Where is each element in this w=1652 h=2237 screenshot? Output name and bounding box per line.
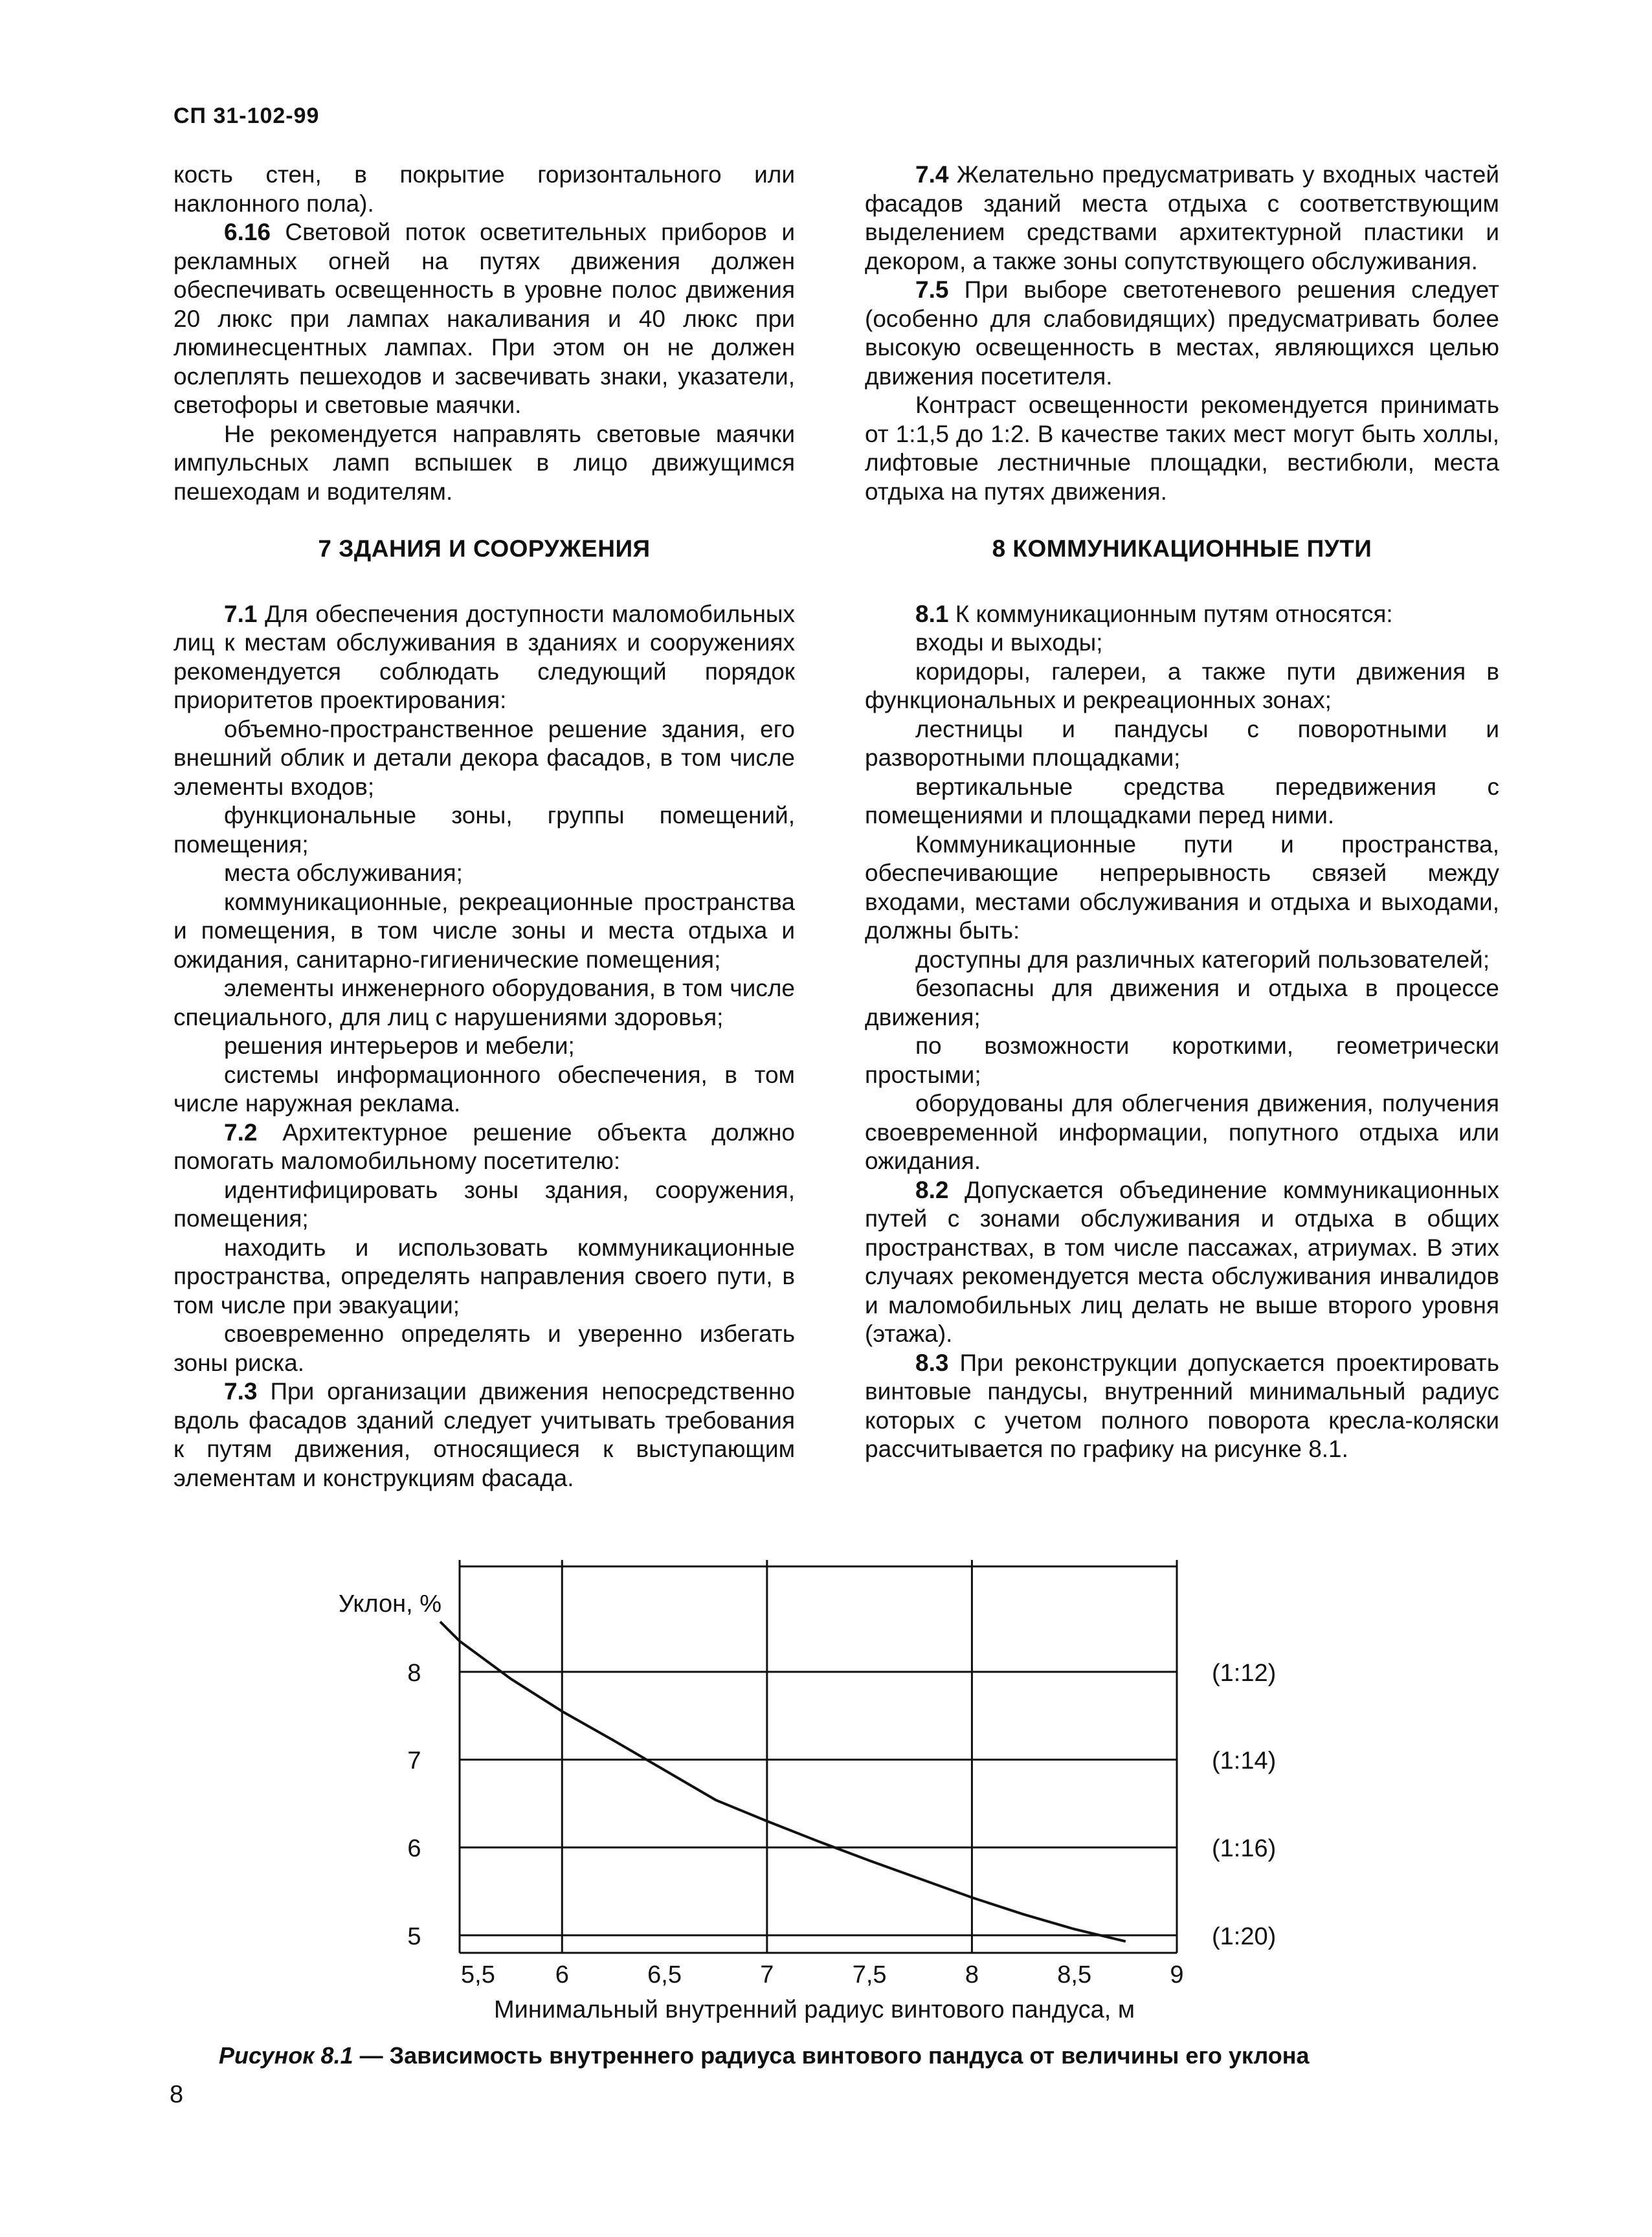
list-item: входы и выходы; — [915, 629, 1103, 656]
y-tick-label: 6 — [407, 1835, 421, 1863]
paragraph-number: 6.16 — [224, 219, 271, 245]
list-item: коридоры, галереи, а также пути движения в функциональных и рекреационных зонах; — [865, 658, 1499, 713]
list-item: места обслуживания; — [224, 860, 463, 886]
x-tick-label: 6,5 — [647, 1961, 682, 1988]
list-item: идентифицировать зоны здания, сооружения, помещения; — [173, 1176, 795, 1232]
caption-text: Зависимость внутреннего радиуса винтового пандуса от величины его уклона — [389, 2042, 1310, 2069]
list-item: элементы инженерного оборудования, в том числе специального, для лиц с нарушениями здоровья; — [173, 975, 795, 1030]
document-code: СП 31-102-99 — [173, 104, 320, 128]
list-item: объемно-пространственное решение здания, его внешний облик и детали декора фасадов, в том числе элементы входов; — [173, 715, 795, 800]
paragraph-text: При выборе светотеневого решения следует (особенно для слабовидящих) предусматривать более высокую освещенность в местах, являющихся целью движения посетителя. — [865, 276, 1500, 390]
x-tick-label: 5,5 — [461, 1961, 495, 1988]
list-item: доступны для различных категорий пользователей; — [915, 946, 1490, 973]
chart-ticks — [407, 1660, 1276, 1988]
paragraph-8-2 — [865, 1176, 1499, 1349]
x-tick-label: 8 — [965, 1961, 979, 1988]
x-tick-label: 7,5 — [852, 1961, 887, 1988]
x-tick-label: 7 — [760, 1961, 774, 1988]
radius-slope-chart — [0, 1541, 1652, 2032]
y-tick-label: 7 — [407, 1747, 421, 1775]
paragraph-6-16 — [173, 218, 795, 420]
paragraph-8-3 — [865, 1349, 1499, 1464]
y-axis-label: Уклон, % — [338, 1590, 441, 1618]
paragraph-8-1 — [865, 600, 1499, 629]
paragraph-text: Архитектурное решение объекта должно помогать маломобильному посетителю: — [173, 1118, 795, 1174]
caption-dash: — — [353, 2042, 390, 2069]
ratio-label: (1:12) — [1212, 1659, 1277, 1687]
paragraph-7-3 — [173, 1377, 795, 1493]
list-item: оборудованы для облегчения движения, получения своевременной информации, попутного отдыха или ожидания. — [865, 1090, 1499, 1174]
list-item: коммуникационные, рекреационные пространства и помещения, в том числе зоны и места отдыха и ожидания, санитарно-гигиенические помещения; — [173, 888, 795, 973]
ratio-label: (1:20) — [1212, 1922, 1277, 1950]
page-number: 8 — [170, 2081, 184, 2108]
y-tick-label: 5 — [407, 1922, 421, 1950]
paragraph-number: 7.1 — [224, 600, 258, 627]
x-tick-label: 8,5 — [1057, 1961, 1092, 1988]
right-column — [865, 161, 1499, 1464]
paragraph-text: При организации движения непосредственно вдоль фасадов зданий следует учитывать требования к путям движения, относящиеся к выступающим элементам и конструкциям фасада. — [173, 1378, 795, 1491]
list-item: решения интерьеров и мебели; — [224, 1032, 575, 1059]
left-column — [173, 161, 795, 1493]
paragraph-7-4 — [865, 161, 1499, 276]
paragraph-number: 7.2 — [224, 1118, 258, 1146]
list-item: вертикальные средства передвижения с помещениями и площадками перед ними. — [865, 773, 1499, 829]
section-heading-8: 8 КОММУНИКАЦИОННЫЕ ПУТИ — [992, 535, 1372, 562]
ratio-label: (1:14) — [1212, 1747, 1277, 1775]
paragraph-7-1 — [173, 600, 795, 715]
list-item: безопасны для движения и отдыха в процессе движения; — [865, 975, 1499, 1030]
paragraph-text: Световой поток осветительных приборов и рекламных огней на путях движения должен обеспечивать освещенность в уровне полос движения 20 люкс при лампах накаливания и 40 люкс при люминесцентных лампах. При этом он не должен ослеплять пешеходов и засвечивать знаки, указатели, светофоры и световые маячки. — [173, 219, 795, 418]
x-axis-label: Минимальный внутренний радиус винтового пандуса, м — [494, 1996, 1135, 2023]
paragraph-7-5 — [865, 276, 1499, 391]
paragraph: Контраст освещенности рекомендуется принимать от 1:1,5 до 1:2. В качестве таких мест могут быть холлы, лифтовые лестничные площадки, вестибюли, места отдыха на путях движения. — [865, 392, 1499, 505]
paragraph-7-2 — [173, 1118, 795, 1176]
paragraph-text: Желательно предусматривать у входных частей фасадов зданий места отдыха с соответствующим выделением средствами архитектурной пластики и декором, а также зоны сопутствующего обслуживания. — [865, 161, 1500, 274]
chart-grid — [460, 1560, 1177, 1953]
paragraph: Коммуникационные пути и пространства, обеспечивающие непрерывность связей между входами, местами обслуживания и отдыха и выходами, должны быть: — [865, 830, 1499, 944]
paragraph-text: Допускается объединение коммуникационных путей с зонами обслуживания и отдыха в общих пространствах, в том числе пассажах, атриумах. В этих случаях рекомендуется места обслуживания инвалидов и маломобильных лиц делать не выше второго уровня (этажа). — [865, 1176, 1500, 1347]
paragraph-number: 8.3 — [915, 1349, 949, 1376]
series-line — [440, 1621, 1126, 1941]
list-item: по возможности короткими, геометрически простыми; — [865, 1032, 1499, 1088]
paragraph-number: 8.1 — [915, 600, 949, 627]
paragraph-text: К коммуникационным путям относятся: — [955, 600, 1393, 627]
caption-label: Рисунок 8.1 — [219, 2042, 353, 2069]
paragraph: кость стен, в покрытие горизонтального или наклонного пола). — [173, 161, 795, 217]
y-tick-label: 8 — [407, 1659, 421, 1687]
paragraph-number: 7.5 — [915, 276, 949, 303]
paragraph-number: 8.2 — [915, 1176, 949, 1203]
list-item: находить и использовать коммуникационные пространства, определять направления своего пути, в том числе при эвакуации; — [173, 1234, 795, 1319]
x-tick-label: 9 — [1170, 1961, 1184, 1988]
paragraph-text: Для обеспечения доступности маломобильных лиц к местам обслуживания в зданиях и сооружениях рекомендуется соблюдать следующий порядок приоритетов проектирования: — [173, 600, 796, 713]
paragraph-text: При реконструкции допускается проектировать винтовые пандусы, внутренний минимальный радиус которых с учетом полного поворота кресла-коляски рассчитывается по графику на рисунке 8.1. — [865, 1349, 1500, 1462]
paragraph: Не рекомендуется направлять световые маячки импульсных ламп вспышек в лицо движущимся пешеходам и водителям. — [173, 420, 795, 505]
list-item: лестницы и пандусы с поворотными и разворотными площадками; — [865, 715, 1499, 771]
x-tick-label: 6 — [555, 1961, 569, 1988]
list-item: системы информационного обеспечения, в том числе наружная реклама. — [173, 1061, 795, 1117]
section-heading-7: 7 ЗДАНИЯ И СООРУЖЕНИЯ — [318, 535, 651, 562]
paragraph-number: 7.3 — [224, 1378, 258, 1405]
list-item: функциональные зоны, группы помещений, помещения; — [173, 802, 795, 858]
figure-caption — [219, 2042, 1481, 2069]
ratio-label: (1:16) — [1212, 1835, 1277, 1863]
paragraph-number: 7.4 — [915, 161, 949, 188]
list-item: своевременно определять и уверенно избегать зоны риска. — [173, 1320, 795, 1376]
